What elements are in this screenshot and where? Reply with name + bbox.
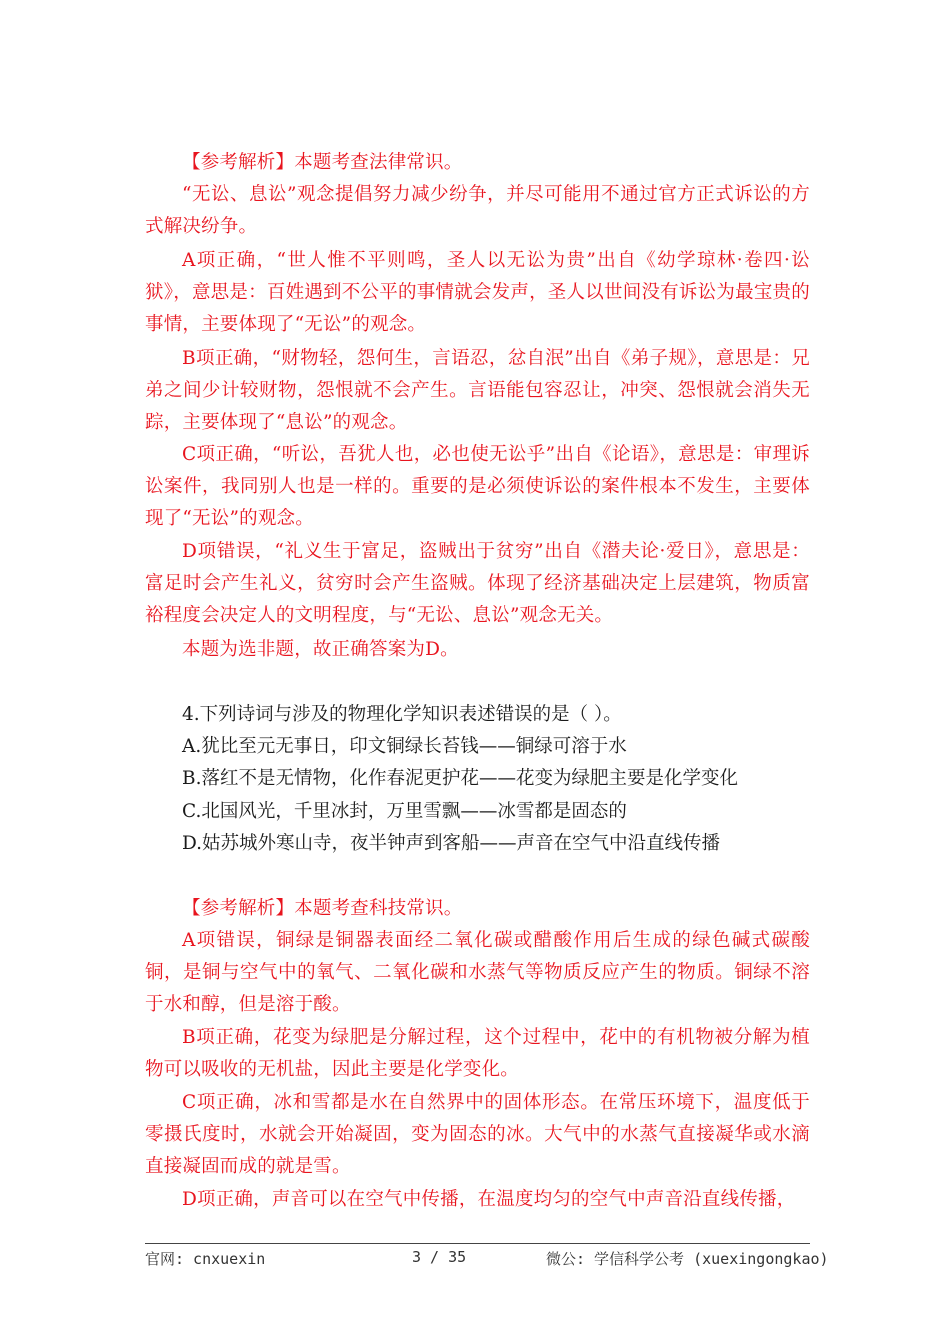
- question-stem: 4.下列诗词与涉及的物理化学知识表述错误的是（ ）。: [182, 704, 622, 725]
- analysis-intro: “无讼、息讼”观念提倡努力减少纷争，并尽可能用不通过官方正式诉讼的方式解决纷争。: [145, 184, 810, 237]
- footer-website: 官网: cnxuexin: [145, 1250, 266, 1268]
- question-option-b: B.落红不是无情物，化作春泥更护花——花变为绿肥主要是化学变化: [182, 768, 738, 789]
- footer-divider: [145, 1243, 810, 1244]
- analysis-conclusion: 本题为选非题，故正确答案为D。: [182, 639, 459, 660]
- question-option-c: C.北国风光，千里冰封，万里雪飘——冰雪都是固态的: [182, 801, 627, 822]
- analysis-option-b-2: B项正确，花变为绿肥是分解过程，这个过程中，花中的有机物被分解为植物可以吸收的无机盐，因此主要是化学变化。: [145, 1027, 810, 1080]
- analysis-option-c-2: C项正确，冰和雪都是水在自然界中的固体形态。在常压环境下，温度低于零摄氏度时，水就会开始凝固，变为固态的冰。大气中的水蒸气直接凝华或水滴直接凝固而成的就是雪。: [145, 1092, 810, 1177]
- footer-page-number: 3 / 35: [412, 1248, 467, 1266]
- analysis-option-a-1: A项正确，“世人惟不平则鸣，圣人以无讼为贵”出自《幼学琼林·卷四·讼狱》，意思是：百姓遇到不公平的事情就会发声，圣人以世间没有诉讼为最宝贵的事情，主要体现了“无讼”的观念。: [145, 250, 810, 335]
- analysis-option-c-1: C项正确，“听讼，吾犹人也，必也使无讼乎”出自《论语》，意思是：审理诉讼案件，我同别人也是一样的。重要的是必须使诉讼的案件根本不发生，主要体现了“无讼”的观念。: [145, 444, 810, 529]
- analysis-option-d-1: D项错误，“礼义生于富足，盗贼出于贫穷”出自《潜夫论·爱日》，意思是：富足时会产生礼义，贫穷时会产生盗贼。体现了经济基础决定上层建筑，物质富裕程度会决定人的文明程度，与“无讼、息讼”观念无关。: [145, 541, 810, 626]
- analysis-option-b-1: B项正确，“财物轻，怨何生，言语忍，忿自泯”出自《弟子规》，意思是：兄弟之间少计较财物，怨恨就不会产生。言语能包容忍让，冲突、怨恨就会消失无踪，主要体现了“息讼”的观念。: [145, 348, 810, 433]
- analysis-option-d-2: D项正确，声音可以在空气中传播，在温度均匀的空气中声音沿直线传播，: [182, 1189, 796, 1210]
- footer-wechat: 微公: 学信科学公考 (xuexingongkao): [546, 1250, 829, 1268]
- analysis-option-a-2: A项错误，铜绿是铜器表面经二氧化碳或醋酸作用后生成的绿色碱式碳酸铜，是铜与空气中的氧气、二氧化碳和水蒸气等物质反应产生的物质。铜绿不溶于水和醇，但是溶于酸。: [145, 930, 810, 1015]
- question-option-d: D.姑苏城外寒山寺，夜半钟声到客船——声音在空气中沿直线传播: [182, 833, 721, 854]
- analysis-heading-1: 【参考解析】本题考查法律常识。: [182, 152, 463, 173]
- question-option-a: A.犹比至元无事日，印文铜绿长苔钱——铜绿可溶于水: [182, 736, 627, 757]
- analysis-heading-2: 【参考解析】本题考查科技常识。: [182, 898, 463, 919]
